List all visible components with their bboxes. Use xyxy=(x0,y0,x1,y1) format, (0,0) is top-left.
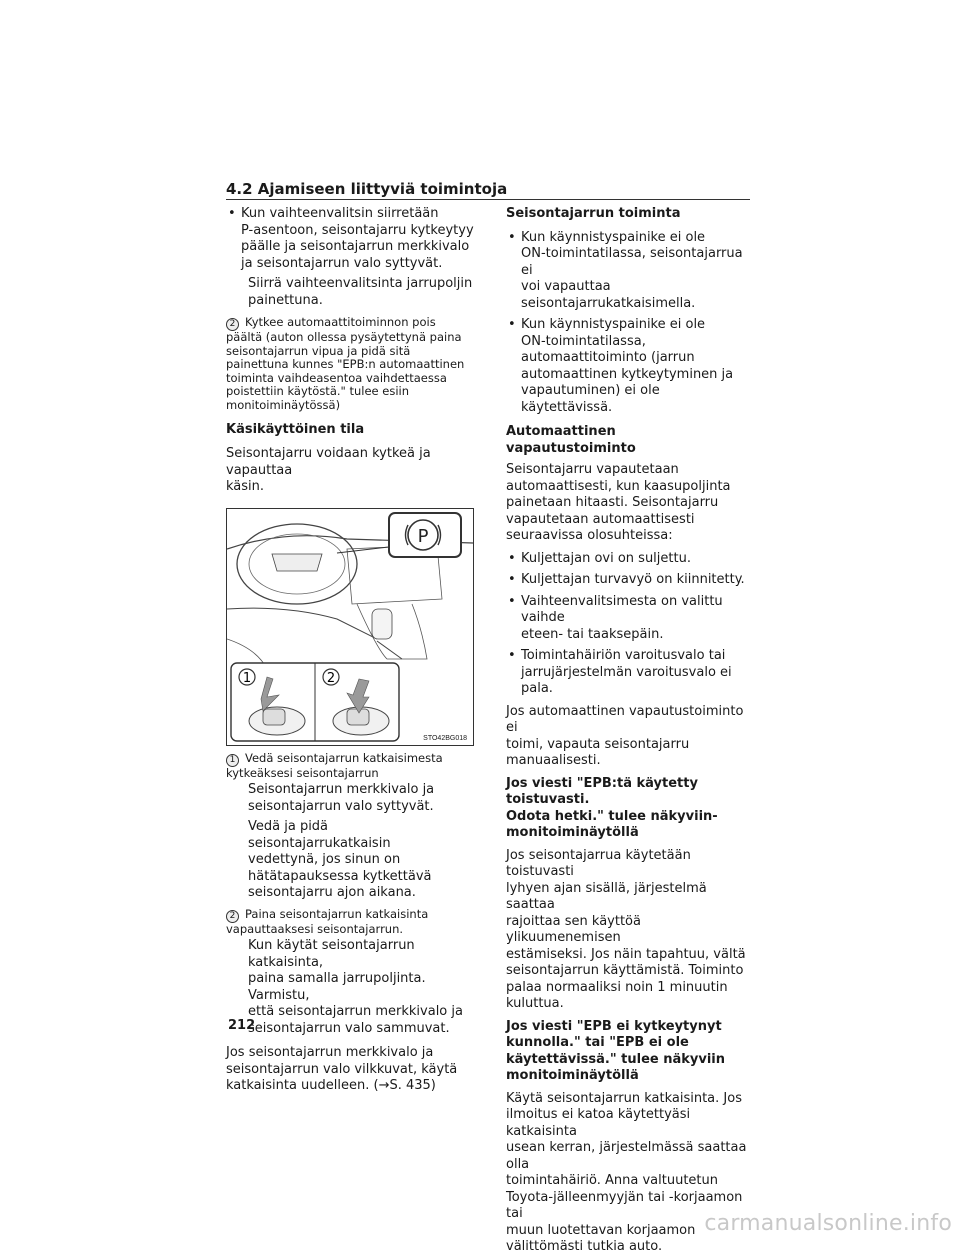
note: Kun käytät seisontajarrun katkaisinta, paina samalla jarrupoljinta. Varmistu, että seisontajarrun merkkivalo ja seisontajarrun valo sammuvat. xyxy=(248,938,463,1036)
subheading: Seisontajarrun toiminta xyxy=(506,206,681,221)
callout-number: 2 xyxy=(226,910,239,923)
subheading: Käsikäyttöinen tila xyxy=(226,421,365,437)
list-item: • Kun käynnistyspainike ei ole ON-toimintatilassa, automaattitoiminto (jarrun automaattinen kytkeytyminen ja vapautuminen) ei ole käytettävissä. xyxy=(508,317,734,415)
text-line: Kun vaihteenvalitsin siirretään xyxy=(241,206,439,221)
text-line: painettuna. xyxy=(248,292,323,308)
figure-code: STO42BG018 xyxy=(423,734,467,742)
paragraph: Seisontajarru voidaan kytkeä ja vapauttaa käsin. xyxy=(226,446,431,495)
paragraph: Jos seisontajarrun merkkivalo ja seisontajarrun valo vilkkuvat, käytä katkaisinta uudelleen. (→S. 435) xyxy=(226,1045,458,1094)
list-item: • Toimintahäiriön varoitusvalo tai jarrujärjestelmän varoitusvalo ei pala. xyxy=(508,648,732,696)
step-2-number: 2 xyxy=(326,670,336,686)
subheading: Jos viesti "EPB:tä käytetty toistuvasti. Odota hetki." tulee näkyviin- monitoiminäytöllä xyxy=(506,775,718,840)
indicator-p-label: P xyxy=(417,525,429,547)
parking-brake-figure xyxy=(226,508,474,746)
list-item: • Kuljettajan ovi on suljettu. xyxy=(508,550,691,566)
list-item: • Vaihteenvalitsimesta on valittu vaihde eteen- tai taaksepäin. xyxy=(508,593,723,642)
left-column xyxy=(226,206,474,1095)
note: Seisontajarrun merkkivalo ja seisontajarrun valo syttyvät. xyxy=(248,782,435,814)
step-1-number: 1 xyxy=(242,670,252,686)
text-line: päälle ja seisontajarrun merkkivalo xyxy=(241,239,470,254)
text-line: Siirrä vaihteenvalitsinta jarrupoljin xyxy=(248,276,473,291)
step-2-text: 2 Paina seisontajarrun katkaisinta vapauttaaksesi seisontajarrun. xyxy=(226,906,429,936)
subheading: Jos viesti "EPB ei kytkeytynyt kunnolla." tai "EPB ei ole käytettävissä." tulee näkyviin monitoiminäytöllä xyxy=(506,1018,726,1083)
step-1-text: 1 Vedä seisontajarrun katkaisimesta kytkeäksesi seisontajarrun xyxy=(226,750,443,780)
dashboard-illustration xyxy=(227,509,473,745)
paragraph: Jos automaattinen vapautustoiminto ei toimi, vapauta seisontajarru manuaalisesti. xyxy=(506,703,744,768)
right-column xyxy=(506,206,750,1256)
page-number: 212 xyxy=(228,1018,256,1033)
note: Vedä ja pidä seisontajarrukatkaisin vedettynä, jos sinun on hätätapauksessa kytkettävä seisontajarru ajon aikana. xyxy=(248,819,432,901)
section-header: 4.2 Ajamiseen liittyviä toimintoja xyxy=(226,180,508,198)
list-item: • Kun vaihteenvalitsin siirretään P-asentoon, seisontajarru kytkeytyy päälle ja seisontajarrun merkkivalo ja seisontajarrun valo syttyvät. xyxy=(228,206,474,271)
text-line: ja seisontajarrun valo syttyvät. xyxy=(241,255,443,271)
paragraph: Jos seisontajarrua käytetään toistuvasti lyhyen ajan sisällä, järjestelmä saattaa rajoittaa sen käyttöä ylikuumenemisen estämiseksi. Jos näin tapahtuu, vältä seisontajarrun käyttämistä. Toiminto palaa normaaliksi noin 1 minuutin kuluttua. xyxy=(506,847,746,1011)
list-item: • Kun käynnistyspainike ei ole ON-toimintatilassa, seisontajarrua ei voi vapauttaa seisontajarrukatkaisimella. xyxy=(508,229,743,311)
paragraph: Käytä seisontajarrun katkaisinta. Jos ilmoitus ei katoa käytettyäsi katkaisinta usean kerran, järjestelmässä saattaa olla toimintahäiriö. Anna valtuutetun Toyota-jälleenmyyjän tai -korjaamon tai muun luotettavan korjaamon välittömästi tutkia auto. xyxy=(506,1090,747,1254)
text-line: P-asentoon, seisontajarru kytkeytyy xyxy=(241,222,474,238)
callout-2-text: 2 Kytkee automaattitoiminnon pois päältä (auton ollessa pysäytettynä paina seisontajarrun vipua ja pidä sitä painettuna kunnes "EPB:n automaattinen toiminta vaihdeasentoa vaihdettaessa poistettiin käytöstä." tulee esiin monitoiminäytössä) xyxy=(226,315,465,412)
note xyxy=(226,276,474,309)
callout-number: 2 xyxy=(226,318,239,331)
watermark: carmanualsonline.info xyxy=(704,1211,952,1236)
paragraph: Seisontajarru vapautetaan automaattisesti, kun kaasupoljinta painetaan hitaasti. Seisontajarru vapautetaan automaattisesti seuraavissa olosuhteissa: xyxy=(506,462,731,543)
callout-number: 1 xyxy=(226,754,239,767)
list-item: • Kuljettajan turvavyö on kiinnitetty. xyxy=(508,572,745,587)
header-divider xyxy=(226,199,750,200)
subheading: Automaattinen vapautustoiminto xyxy=(506,424,636,456)
